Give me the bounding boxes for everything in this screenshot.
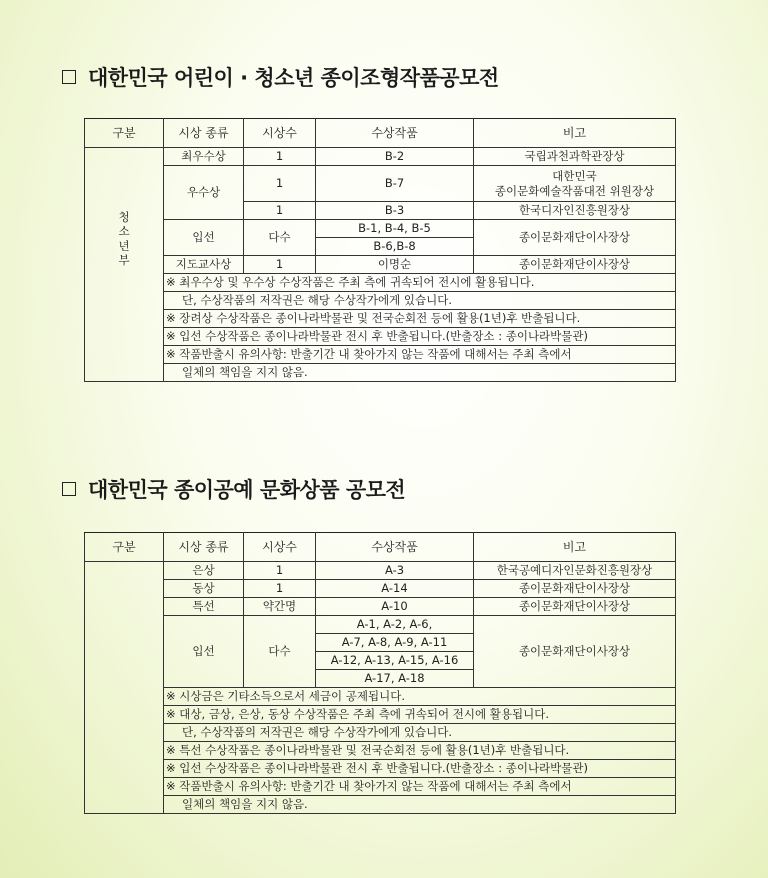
note-text: ※ 최우수상 및 우수상 수상작품은 주최 측에 귀속되어 전시에 활용됩니다. <box>164 274 676 292</box>
note-row <box>85 724 676 742</box>
note-text: 단, 수상작품의 저작권은 해당 수상작가에게 있습니다. <box>164 724 676 742</box>
award-count: 1 <box>244 148 316 166</box>
note-row <box>85 760 676 778</box>
header-works: 수상작품 <box>316 119 474 148</box>
craft-award-table <box>84 532 676 814</box>
award-type: 특선 <box>164 598 244 616</box>
note-text: 단, 수상작품의 저작권은 해당 수상작가에게 있습니다. <box>164 292 676 310</box>
note-row <box>85 274 676 292</box>
header-award-count: 시상수 <box>244 533 316 562</box>
note-row <box>85 742 676 760</box>
award-count: 1 <box>244 256 316 274</box>
section1-title <box>62 62 499 92</box>
division-youth <box>85 148 164 382</box>
note-text: ※ 대상, 금상, 은상, 동상 수상작품은 주최 측에 귀속되어 전시에 활용됩니다. <box>164 706 676 724</box>
award-works: B-1, B-4, B-5 <box>316 220 474 238</box>
note-text: ※ 작품반출시 유의사항: 반출기간 내 찾아가지 않는 작품에 대해서는 주최 측에서 <box>164 778 676 796</box>
header-award-type: 시상 종류 <box>164 533 244 562</box>
award-works: B-2 <box>316 148 474 166</box>
section1-title-text: 대한민국 어린이 · 청소년 종이조형작품공모전 <box>88 66 499 90</box>
award-works: A-3 <box>316 562 474 580</box>
award-works: B-3 <box>316 202 474 220</box>
award-works: B-7 <box>316 166 474 202</box>
note-text: 일체의 책임을 지지 않음. <box>164 364 676 382</box>
note-row <box>85 346 676 364</box>
award-works: B-6,B-8 <box>316 238 474 256</box>
division-char: 소 <box>118 224 130 239</box>
award-remark: 한국디자인진흥원장상 <box>474 202 676 220</box>
award-count: 다수 <box>244 220 316 256</box>
division-char: 부 <box>118 253 130 268</box>
award-remark-line: 종이문화예술작품대전 위원장상 <box>494 183 655 198</box>
header-award-count: 시상수 <box>244 119 316 148</box>
note-row <box>85 364 676 382</box>
award-works: A-14 <box>316 580 474 598</box>
note-row <box>85 292 676 310</box>
header-division: 구분 <box>85 533 164 562</box>
table-header-row <box>85 533 676 562</box>
award-type: 지도교사상 <box>164 256 244 274</box>
award-remark: 종이문화재단이사장상 <box>474 256 676 274</box>
table-row <box>85 562 676 580</box>
award-remark: 종이문화재단이사장상 <box>474 598 676 616</box>
award-count: 약간명 <box>244 598 316 616</box>
award-remark <box>474 166 676 202</box>
note-text: 일체의 책임을 지지 않음. <box>164 796 676 814</box>
table-row <box>85 148 676 166</box>
table-row <box>85 256 676 274</box>
header-remarks: 비고 <box>474 533 676 562</box>
table-header-row <box>85 119 676 148</box>
note-row <box>85 796 676 814</box>
award-type: 입선 <box>164 616 244 688</box>
header-division: 구분 <box>85 119 164 148</box>
award-type: 동상 <box>164 580 244 598</box>
table-row <box>85 598 676 616</box>
award-works: 이명순 <box>316 256 474 274</box>
award-works: A-7, A-8, A-9, A-11 <box>316 634 474 652</box>
division-char: 년 <box>118 238 130 253</box>
header-works: 수상작품 <box>316 533 474 562</box>
award-count: 1 <box>244 580 316 598</box>
table-row <box>85 616 676 634</box>
checkbox-square-icon <box>62 482 76 496</box>
award-works: A-17, A-18 <box>316 670 474 688</box>
note-row <box>85 688 676 706</box>
award-remark-line: 대한민국 <box>552 169 597 184</box>
award-works: A-1, A-2, A-6, <box>316 616 474 634</box>
section2-title-text: 대한민국 종이공예 문화상품 공모전 <box>88 478 406 502</box>
award-type: 입선 <box>164 220 244 256</box>
table-row <box>85 220 676 238</box>
note-text: ※ 작품반출시 유의사항: 반출기간 내 찾아가지 않는 작품에 대해서는 주최 측에서 <box>164 346 676 364</box>
note-text: ※ 시상금은 기타소득으로서 세금이 공제됩니다. <box>164 688 676 706</box>
award-type: 우수상 <box>164 166 244 220</box>
award-remark: 국립과천과학관장상 <box>474 148 676 166</box>
award-count: 1 <box>244 202 316 220</box>
header-award-type: 시상 종류 <box>164 119 244 148</box>
checkbox-square-icon <box>62 70 76 84</box>
note-text: ※ 입선 수상작품은 종이나라박물관 전시 후 반출됩니다.(반출장소 : 종이나라박물관) <box>164 760 676 778</box>
award-type: 은상 <box>164 562 244 580</box>
note-row <box>85 778 676 796</box>
award-count: 1 <box>244 166 316 202</box>
award-works: A-10 <box>316 598 474 616</box>
award-count: 다수 <box>244 616 316 688</box>
header-remarks: 비고 <box>474 119 676 148</box>
award-works: A-12, A-13, A-15, A-16 <box>316 652 474 670</box>
note-row <box>85 328 676 346</box>
division-empty <box>85 562 164 814</box>
award-remark: 종이문화재단이사장상 <box>474 220 676 256</box>
award-count: 1 <box>244 562 316 580</box>
table-row <box>85 580 676 598</box>
note-row <box>85 706 676 724</box>
division-char: 청 <box>118 210 130 224</box>
award-remark: 종이문화재단이사장상 <box>474 580 676 598</box>
award-remark: 종이문화재단이사장상 <box>474 616 676 688</box>
youth-award-table <box>84 118 676 382</box>
note-text: ※ 장려상 수상작품은 종이나라박물관 및 전국순회전 등에 활용(1년)후 반출됩니다. <box>164 310 676 328</box>
note-row <box>85 310 676 328</box>
award-remark: 한국공예디자인문화진흥원장상 <box>474 562 676 580</box>
section2-title <box>62 474 405 504</box>
table-row <box>85 166 676 202</box>
note-text: ※ 입선 수상작품은 종이나라박물관 전시 후 반출됩니다.(반출장소 : 종이나라박물관) <box>164 328 676 346</box>
note-text: ※ 특선 수상작품은 종이나라박물관 및 전국순회전 등에 활용(1년)후 반출됩니다. <box>164 742 676 760</box>
award-type: 최우수상 <box>164 148 244 166</box>
